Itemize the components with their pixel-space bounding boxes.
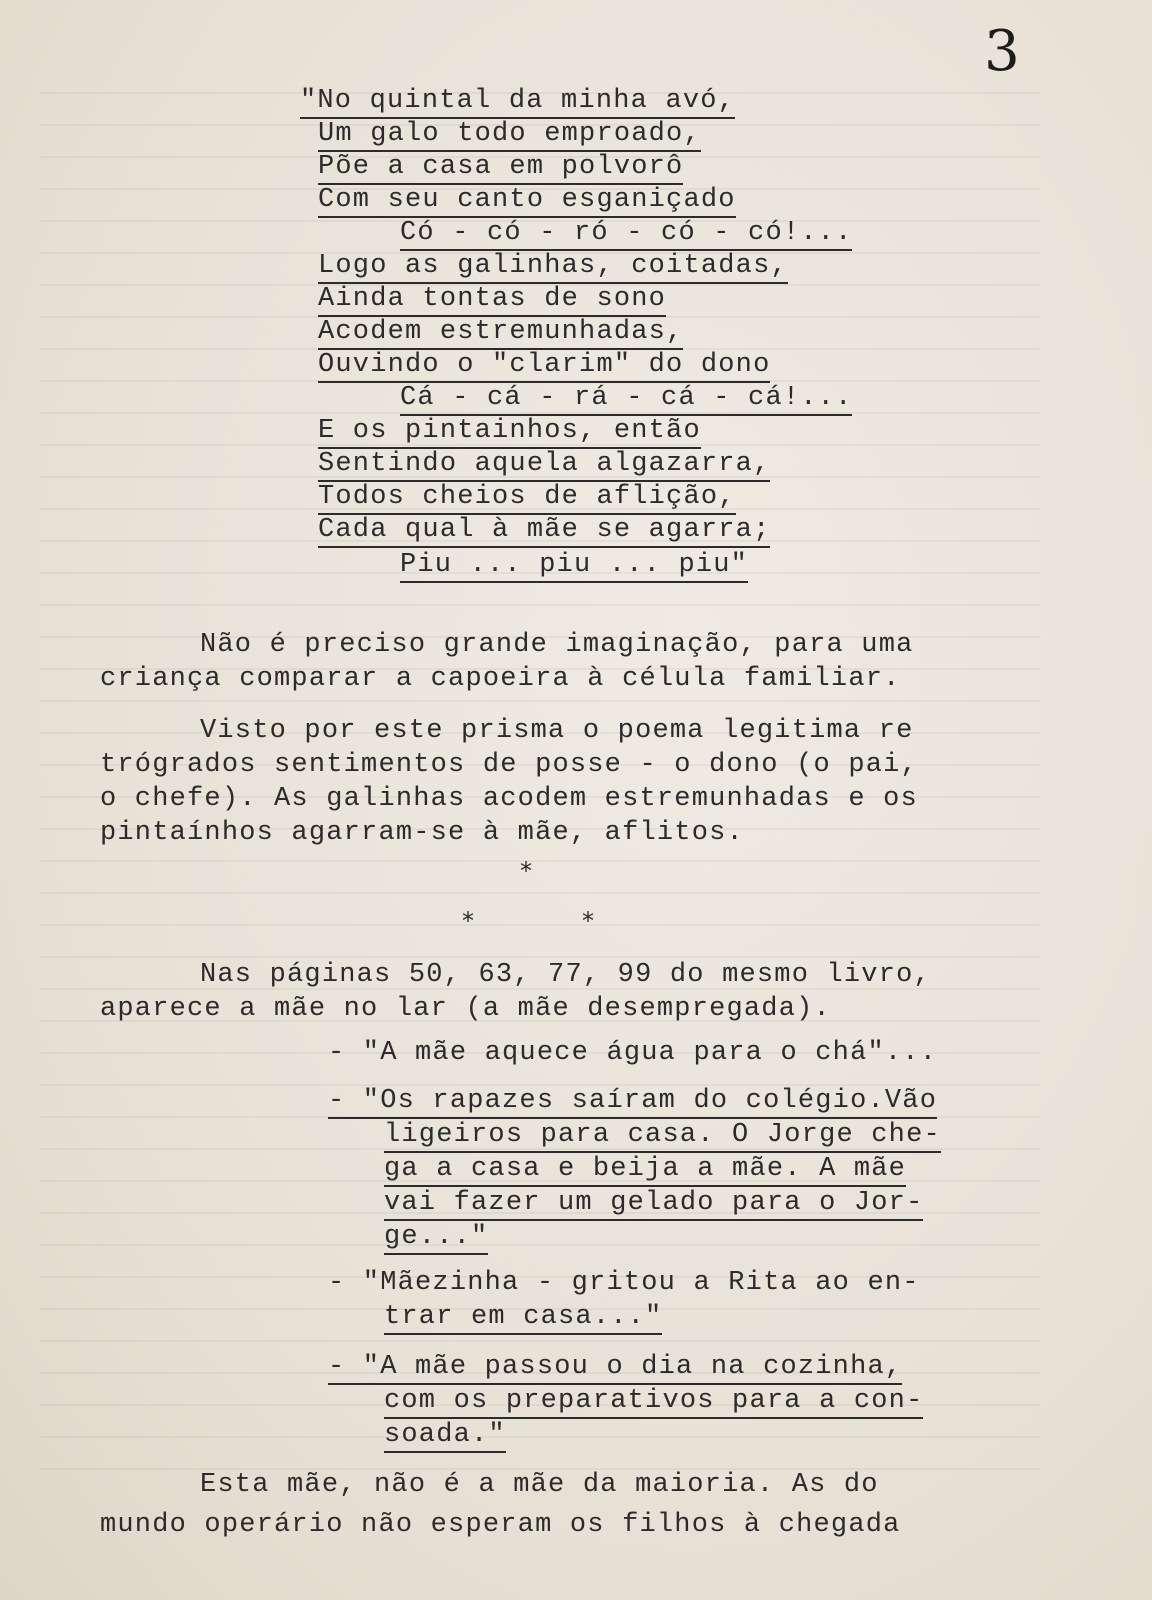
poem-line: Ainda tontas de sono [318, 284, 666, 317]
paragraph-line: Não é preciso grande imaginação, para uma [200, 630, 914, 660]
paragraph-line: trógrados sentimentos de posse - o dono (o pai, [100, 750, 918, 780]
paragraph-line: pintaínhos agarram-se à mãe, aflitos. [100, 818, 744, 848]
separator-asterisk: * [520, 857, 532, 885]
poem-line: Põe a casa em polvorô [318, 152, 683, 185]
quote-line: ga a casa e beija a mãe. A mãe [384, 1154, 906, 1187]
poem-line: Cá - cá - rá - cá - cá!... [400, 383, 852, 416]
poem-line: Sentindo aquela algazarra, [318, 449, 770, 482]
poem-line: E os pintainhos, então [318, 416, 701, 449]
poem-line: Acodem estremunhadas, [318, 317, 683, 350]
paragraph-line: aparece a mãe no lar (a mãe desempregada). [100, 994, 831, 1024]
quote-line: ge..." [384, 1222, 488, 1255]
paragraph-line: Nas páginas 50, 63, 77, 99 do mesmo livro, [200, 960, 931, 990]
quote-line: vai fazer um gelado para o Jor- [384, 1188, 923, 1221]
poem-line: Com seu canto esganiçado [318, 185, 736, 218]
poem-line: "No quintal da minha avó, [300, 86, 735, 119]
poem-line: Cada qual à mãe se agarra; [318, 515, 770, 548]
poem-line: Ouvindo o "clarim" do dono [318, 350, 770, 383]
poem-line: Logo as galinhas, coitadas, [318, 251, 788, 284]
poem-line: Có - có - ró - có - có!... [400, 218, 852, 251]
poem-line: Piu ... piu ... piu" [400, 550, 748, 583]
poem-line: Todos cheios de aflição, [318, 482, 736, 515]
quote-line: soada." [384, 1420, 506, 1453]
paragraph-line: criança comparar a capoeira à célula familiar. [100, 664, 901, 694]
quote-line: - "Mãezinha - gritou a Rita ao en- [328, 1268, 920, 1298]
page-number: 3 [984, 19, 1020, 84]
separator-asterisk: * [582, 907, 594, 935]
paragraph-line: Esta mãe, não é a mãe da maioria. As do [200, 1470, 879, 1500]
quote-line: - "A mãe passou o dia na cozinha, [328, 1352, 902, 1385]
paragraph-line: mundo operário não esperam os filhos à chegada [100, 1510, 901, 1540]
paragraph-line: o chefe). As galinhas acodem estremunhadas e os [100, 784, 918, 814]
paragraph-line: Visto por este prisma o poema legitima re [200, 716, 914, 746]
quote-line: - "A mãe aquece água para o chá"... [328, 1038, 938, 1068]
quote-line: ligeiros para casa. O Jorge che- [384, 1120, 941, 1153]
separator-asterisk: * [462, 907, 474, 935]
quote-line: com os preparativos para a con- [384, 1386, 923, 1419]
poem-line: Um galo todo emproado, [318, 119, 701, 152]
quote-line: - "Os rapazes saíram do colégio.Vão [328, 1086, 937, 1119]
quote-line: trar em casa..." [384, 1302, 662, 1335]
